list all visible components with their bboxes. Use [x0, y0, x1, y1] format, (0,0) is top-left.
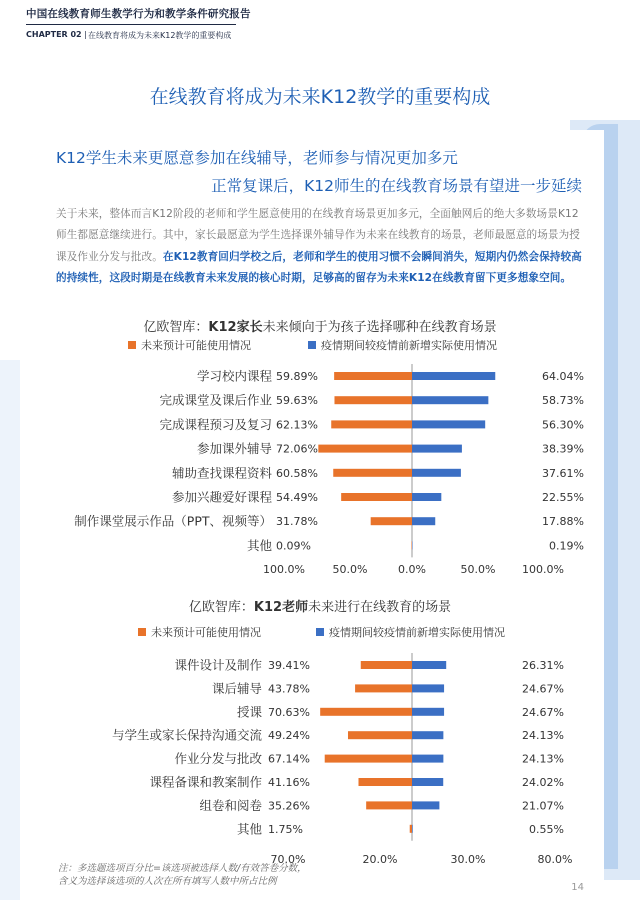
legend-swatch-orange [138, 628, 146, 636]
tick-label-4: 100.0% [522, 563, 564, 576]
paragraph-text: 关于未来，整体而言K12阶段的老师和学生愿意使用的在线教育场景更加多元，全面触网后的绝大多数场景K12师生都愿意继续进行。其中，家长最愿意为学生选择课外辅导作为未来在线教育的场景，老师最愿意的场景为授课及作业分发与批改。 [56, 208, 580, 263]
category-label-5: 参加兴趣爱好课程 [171, 489, 272, 505]
value-label-future-2: 70.63% [268, 705, 310, 719]
legend-swatch-blue [316, 628, 324, 636]
legend-swatch-blue [308, 341, 316, 349]
body-paragraph [56, 204, 584, 289]
bar-future-5 [341, 493, 412, 501]
value-label-future-6: 35.26% [268, 799, 310, 813]
chart2-plot [0, 645, 640, 870]
category-label-2: 完成课程预习及复习 [159, 416, 272, 432]
value-label-pandemic-5: 24.02% [522, 776, 564, 789]
tick-label-3: 50.0% [460, 563, 496, 576]
category-label-7: 其他 [246, 537, 272, 553]
value-label-future-7: 1.75% [268, 822, 303, 836]
bar-pandemic-1 [412, 396, 488, 404]
tick-label-0: 100.0% [263, 563, 305, 576]
chart1-legend-orange: 未来预计可能使用情况 [128, 337, 251, 353]
category-label-5: 课程备课和教案制作 [149, 774, 262, 790]
header-divider [26, 24, 236, 25]
bar-future-7 [412, 541, 413, 549]
chart2-legend-blue: 疫情期间较疫情前新增实际使用情况 [316, 624, 505, 640]
chart1-plot [0, 355, 640, 585]
category-label-1: 完成课堂及课后作业 [159, 392, 272, 408]
category-label-2: 授课 [236, 704, 262, 720]
value-label-future-1: 43.78% [268, 682, 310, 696]
bar-pandemic-3 [412, 731, 443, 739]
value-label-pandemic-0: 64.04% [542, 370, 584, 383]
bar-pandemic-0 [412, 372, 495, 380]
bar-future-0 [334, 372, 412, 380]
chapter-subtitle: 在线教育将成为未来K12教学的重要构成 [88, 31, 232, 40]
tick-label-2: 30.0% [450, 853, 486, 866]
bar-future-4 [333, 469, 412, 477]
bar-pandemic-6 [412, 517, 435, 525]
bar-future-3 [348, 731, 412, 739]
bar-pandemic-0 [412, 661, 446, 669]
tick-label-2: 0.0% [398, 563, 426, 576]
category-label-4: 作业分发与批改 [174, 751, 262, 767]
bar-pandemic-4 [412, 469, 461, 477]
footnote: 注：多选题选项百分比=该选项被选择人数/有效答卷分数， 含义为选择该选项的人次在所有填写人数中所占比例 [58, 863, 307, 887]
bar-pandemic-1 [412, 684, 444, 692]
value-label-future-3: 49.24% [268, 729, 310, 743]
value-label-pandemic-7: 0.55% [529, 822, 564, 836]
category-label-1: 课后辅导 [211, 680, 262, 696]
value-label-pandemic-1: 24.67% [522, 682, 564, 696]
bar-future-4 [325, 755, 412, 763]
value-label-future-7: 0.09% [276, 539, 311, 553]
category-label-6: 制作课堂展示作品（PPT、视频等） [74, 513, 272, 529]
bar-future-0 [361, 661, 412, 669]
value-label-pandemic-7: 0.19% [549, 539, 584, 553]
value-label-future-3: 72.06% [276, 442, 318, 456]
chart1-legend-blue: 疫情期间较疫情前新增实际使用情况 [308, 337, 497, 353]
bar-pandemic-7 [412, 541, 413, 549]
lead-line-2: 正常复课后，K12师生的在线教育场景有望进一步延续 [211, 177, 582, 195]
tick-label-0: 70.0% [270, 853, 306, 866]
legend-swatch-orange [128, 341, 136, 349]
category-label-3: 与学生或家长保持沟通交流 [111, 727, 262, 743]
bar-future-7 [410, 825, 412, 833]
report-title: 中国在线教育师生教学行为和教学条件研究报告 [26, 8, 251, 20]
bar-pandemic-5 [412, 493, 441, 501]
chart1-title: 亿欧智库：K12家长未来倾向于为孩子选择哪种在线教育场景 [143, 320, 497, 335]
value-label-pandemic-2: 24.67% [522, 705, 564, 719]
bar-future-3 [318, 445, 412, 453]
value-label-pandemic-4: 37.61% [542, 466, 584, 480]
bar-future-2 [320, 708, 412, 716]
value-label-future-1: 59.63% [276, 394, 318, 408]
bar-pandemic-2 [412, 420, 485, 428]
value-label-pandemic-6: 17.88% [542, 515, 584, 529]
value-label-pandemic-6: 21.07% [522, 799, 564, 813]
value-label-future-4: 67.14% [268, 752, 310, 766]
chapter-label: CHAPTER 02 | [26, 30, 87, 39]
category-label-4: 辅助查找课程资料 [171, 465, 272, 481]
bar-future-1 [355, 684, 412, 692]
lead-line-1: K12学生未来更愿意参加在线辅导，老师参与情况更加多元 [56, 149, 458, 167]
bar-future-6 [371, 517, 412, 525]
value-label-future-5: 41.16% [268, 776, 310, 789]
value-label-future-5: 54.49% [276, 491, 318, 504]
bar-future-5 [358, 778, 412, 786]
bar-pandemic-3 [412, 445, 462, 453]
value-label-pandemic-0: 26.31% [522, 659, 564, 672]
category-label-6: 组卷和阅卷 [199, 797, 262, 813]
bar-future-1 [334, 396, 412, 404]
bar-pandemic-7 [412, 825, 413, 833]
paragraph-highlight: 在K12教育回归学校之后，老师和学生的使用习惯不会瞬间消失，短期内仍然会保持较高的持续性，这段时期是在线教育未来发展的核心时期，足够高的留存为未来K12在线教育留下更多想象空间。 [56, 250, 582, 284]
tick-label-3: 80.0% [537, 853, 573, 866]
value-label-pandemic-4: 24.13% [522, 752, 564, 766]
category-label-7: 其他 [236, 821, 262, 837]
value-label-pandemic-1: 58.73% [542, 394, 584, 408]
value-label-pandemic-2: 56.30% [542, 418, 584, 432]
bar-pandemic-4 [412, 755, 443, 763]
chart2-title: 亿欧智库：K12老师未来进行在线教育的场景 [188, 600, 452, 615]
chart2-legend-orange: 未来预计可能使用情况 [138, 624, 261, 640]
tick-label-1: 20.0% [362, 853, 398, 866]
page-heading: 在线教育将成为未来K12教学的重要构成 [149, 86, 491, 108]
bar-pandemic-6 [412, 801, 439, 809]
bar-future-6 [366, 801, 412, 809]
value-label-future-2: 62.13% [276, 418, 318, 432]
tick-label-1: 50.0% [332, 563, 368, 576]
value-label-pandemic-5: 22.55% [542, 491, 584, 504]
value-label-future-6: 31.78% [276, 515, 318, 529]
bar-pandemic-2 [412, 708, 444, 716]
bar-pandemic-5 [412, 778, 443, 786]
page-number: 14 [571, 882, 584, 893]
category-label-0: 学习校内课程 [196, 368, 272, 384]
value-label-future-4: 60.58% [276, 466, 318, 480]
bar-future-2 [331, 420, 412, 428]
value-label-future-0: 59.89% [276, 370, 318, 383]
value-label-pandemic-3: 24.13% [522, 729, 564, 743]
category-label-0: 课件设计及制作 [174, 657, 262, 673]
category-label-3: 参加课外辅导 [196, 441, 272, 457]
value-label-pandemic-3: 38.39% [542, 442, 584, 456]
value-label-future-0: 39.41% [268, 659, 310, 672]
